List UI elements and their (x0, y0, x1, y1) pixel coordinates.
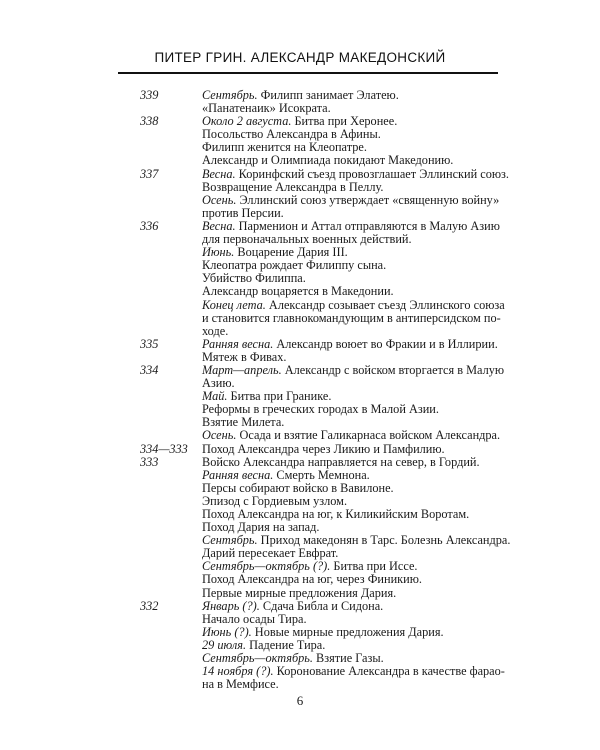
event-date: Сентябрь. (202, 88, 258, 102)
event-description: Персы собирают войско в Вавилоне. (202, 480, 394, 495)
running-head: ПИТЕР ГРИН. АЛЕКСАНДР МАКЕДОНСКИЙ (154, 50, 446, 65)
event-description: Первые мирные предложения Дария. (202, 585, 397, 600)
year-label: 334 (140, 362, 159, 377)
event-date: Около 2 августа. (202, 114, 292, 129)
year-label: 339 (140, 88, 159, 102)
event-description: «Панатенаик» Исократа. (202, 101, 331, 116)
event-description: Поход Александра через Ликию и Памфилию. (202, 441, 445, 456)
event-description: Смерть Мемнона. (273, 467, 370, 482)
event-description: ходе. (202, 323, 229, 338)
event-description: Взятие Милета. (202, 415, 285, 430)
event-description: Битва при Херонее. (291, 114, 398, 129)
year-label: 337 (140, 166, 159, 181)
event-description: Филипп женится на Клеопатре. (202, 140, 367, 155)
event-date: 29 июля. (202, 637, 247, 652)
event-date: Осень. (202, 428, 237, 443)
event-description: Эллинский союз утверждает «священную войну» (236, 192, 500, 207)
event-description: Начало осады Тира. (202, 611, 307, 626)
event-date: Весна. (202, 166, 236, 181)
event-date: Конец лета. (202, 297, 266, 312)
event-date: Июнь. (202, 245, 235, 260)
year-label: 335 (140, 336, 159, 351)
event-date: Сентябрь—октябрь. (202, 651, 313, 666)
chronology-row (0, 364, 600, 377)
event-description: Падение Тира. (246, 637, 326, 652)
event-description: Коринфский съезд провозглашает Эллинский союз. (235, 166, 509, 181)
event-date: Ранняя весна. (202, 336, 274, 351)
event-description: против Персии. (202, 205, 284, 220)
year-label: 338 (140, 114, 159, 129)
year-label: 334—333 (140, 441, 188, 456)
event-date: 14 ноября (?). (202, 664, 274, 679)
event-description: Взятие Газы. (312, 651, 384, 666)
event-date: Январь (?). (202, 598, 260, 613)
event-date: Осень. (202, 192, 237, 207)
event-description: Дарий пересекает Евфрат. (202, 546, 339, 561)
event-description: Мятеж в Фивах. (202, 349, 287, 364)
chronology-row (0, 678, 600, 691)
chronology-row (0, 312, 600, 325)
page-number: 6 (296, 693, 304, 708)
header-rule (118, 72, 498, 74)
event-text (202, 310, 501, 325)
chronology-row (0, 665, 600, 678)
event-date: Ранняя весна. (202, 467, 274, 482)
event-description: Воцарение Дария III. (234, 245, 348, 260)
chronology-row (0, 338, 600, 351)
event-description: Александр созывает съезд Эллинского союза (265, 297, 505, 312)
event-description: Поход Александра на юг, к Киликийским Воротам. (202, 507, 470, 521)
event-description: Битва при Иссе. (330, 559, 418, 574)
chronology-list (0, 89, 600, 691)
event-date: Весна. (202, 218, 236, 233)
event-description: Александр воюет во Фракии и в Иллирии. (273, 336, 498, 351)
chronology-row (0, 403, 600, 416)
event-description: Войско Александра направляется на север, в Гордий. (202, 454, 480, 469)
year-label: 333 (140, 454, 159, 469)
event-description: Реформы в греческих городах в Малой Азии. (202, 402, 439, 417)
event-description: Убийство Филиппа. (202, 271, 306, 286)
event-description: Александр воцаряется в Македонии. (202, 284, 394, 299)
event-description: Сдача Библа и Сидона. (259, 598, 384, 613)
event-date: Июнь (?). (202, 624, 252, 639)
event-description: Коронование Александра в качестве фарао- (273, 664, 505, 679)
event-description: Парменион и Аттал отправляются в Малую Азию (235, 218, 500, 233)
event-description: Возвращение Александра в Пеллу. (202, 179, 384, 194)
event-text (202, 678, 498, 691)
event-description: Поход Александра на юг, через Финикию. (202, 572, 422, 587)
event-description: Клеопатра рождает Филиппу сына. (202, 258, 387, 273)
event-date: Сентябрь—октябрь (?). (202, 559, 331, 574)
event-description: Александр и Олимпиада покидают Македонию. (202, 153, 454, 168)
event-date: Май. (202, 389, 228, 404)
event-description: Поход Дария на запад. (202, 520, 320, 535)
event-date: Март—апрель. (202, 362, 282, 377)
event-description: Посольство Александра в Афины. (202, 127, 381, 142)
event-description: Новые мирные предложения Дария. (251, 624, 444, 639)
year-label: 336 (140, 218, 159, 233)
event-description: для первоначальных военных действий. (202, 232, 412, 247)
year-label: 332 (140, 598, 159, 613)
event-description: Осада и взятие Галикарнаса войском Александра. (236, 428, 501, 443)
event-text (202, 362, 505, 377)
chronology-row (0, 194, 600, 207)
event-description: на в Мемфисе. (202, 677, 279, 692)
event-description: Битва при Гранике. (227, 389, 332, 404)
event-date: Сентябрь. (202, 533, 258, 548)
event-description: и становится главнокомандующим в антиперсидском по- (202, 310, 501, 325)
event-description: Эпизод с Гордиевым узлом. (202, 493, 348, 508)
event-description: Филипп занимает Элатею. (257, 88, 399, 102)
event-description: Азию. (202, 376, 235, 391)
event-description: Александр с войском вторгается в Малую (281, 362, 505, 377)
event-description: Приход македонян в Тарс. Болезнь Александра. (257, 533, 511, 548)
